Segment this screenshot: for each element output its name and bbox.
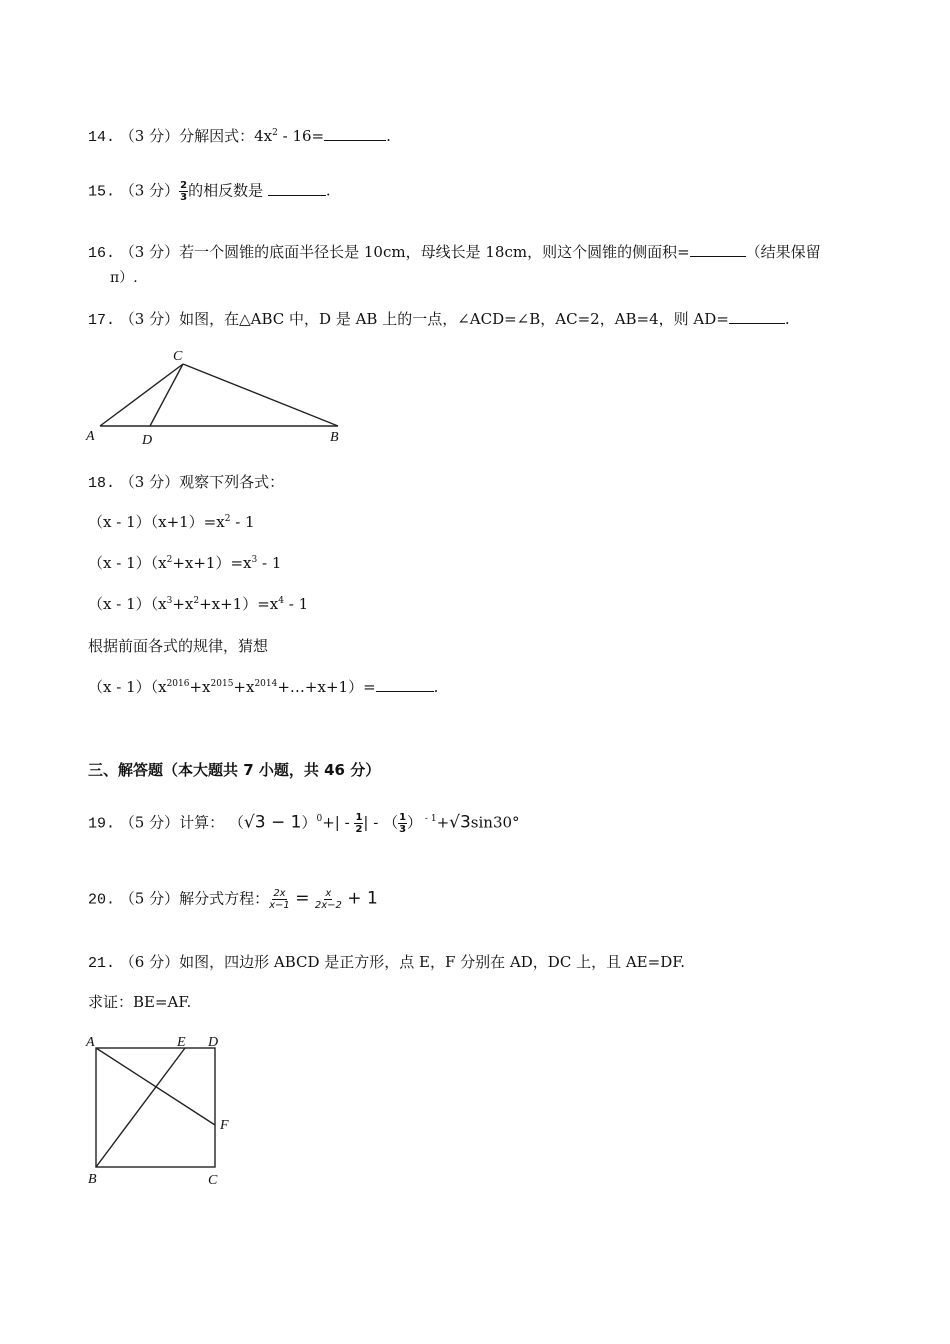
question-number: 15.	[88, 183, 116, 201]
question-18	[88, 472, 284, 494]
superscript: 2016	[166, 679, 190, 689]
superscript: 2	[166, 555, 173, 565]
operator: + 1	[341, 888, 378, 909]
question-score: （3 分）	[119, 181, 180, 200]
prove-statement: 求证：BE=AF.	[88, 993, 192, 1011]
question-number: 18.	[88, 475, 116, 492]
equation-text: +x	[233, 678, 255, 696]
label-b: B	[330, 430, 339, 445]
question-text: （结果保留	[745, 243, 821, 261]
fraction	[269, 888, 290, 911]
equation-text: +x	[172, 595, 194, 613]
question-number: 16.	[88, 245, 116, 262]
label-f: F	[220, 1118, 229, 1133]
question-text: 解分式方程：	[179, 889, 270, 908]
punctuation: .	[433, 678, 439, 696]
equation-text: +x+1）=x	[199, 595, 279, 613]
label-b: B	[88, 1172, 97, 1187]
triangle-abc-figure	[80, 342, 360, 450]
fraction	[315, 888, 342, 911]
fraction-denominator: 3	[399, 824, 407, 835]
paren: （	[228, 813, 244, 832]
superscript: 2014	[254, 679, 278, 689]
label-d: D	[142, 433, 153, 448]
question-14	[88, 126, 391, 148]
punctuation: .	[386, 127, 391, 145]
punctuation: .	[325, 181, 331, 200]
superscript: 3	[251, 555, 258, 565]
equation-text: +…+x+1）=	[277, 678, 376, 696]
question-score: （5 分）	[119, 889, 180, 908]
question-score: （3 分）	[119, 243, 180, 261]
equation-text: （x - 1）（x	[88, 554, 167, 572]
fraction-numerator: 2x	[273, 888, 286, 899]
question-text: 观察下列各式：	[179, 473, 285, 491]
equation-1	[88, 512, 255, 532]
answer-blank[interactable]	[729, 309, 785, 324]
paren: ）	[301, 813, 317, 832]
superscript: 2	[224, 514, 231, 524]
superscript: 0	[316, 814, 323, 824]
equation-text: - 1	[230, 513, 255, 531]
fraction-denominator: 2	[355, 824, 363, 835]
question-number: 21.	[88, 955, 116, 972]
segment-cd	[150, 364, 183, 426]
superscript: 3	[166, 596, 173, 606]
square-abcd	[96, 1048, 215, 1167]
question-number: 20.	[88, 891, 116, 909]
question-text: 如图，四边形 ABCD 是正方形，点 E，F 分别在 AD，DC 上，且 AE=DF.	[179, 953, 686, 971]
operator: | - （	[363, 813, 399, 832]
question-text: - 16=	[277, 127, 325, 145]
operator: +	[436, 813, 450, 832]
question-20	[88, 888, 378, 911]
square-abcd-figure	[80, 1030, 250, 1192]
sqrt-expression: √3	[449, 812, 471, 833]
question-15	[88, 180, 331, 203]
question-number: 19.	[88, 815, 116, 833]
question-text: 如图，在△ABC 中，D 是 AB 上的一点，∠ACD=∠B，AC=2，AB=4，则 AD=	[179, 310, 729, 328]
question-text: 计算：	[179, 813, 225, 832]
question-score: （3 分）	[119, 310, 180, 328]
fraction-numerator: 2	[180, 180, 188, 191]
label-a: A	[86, 429, 95, 444]
trig-expression: sin30°	[470, 813, 520, 832]
paren: ）	[407, 813, 423, 832]
answer-blank[interactable]	[690, 242, 746, 257]
superscript: 2	[193, 596, 200, 606]
question-text: 若一个圆锥的底面半径长是 10cm，母线长是 18cm，则这个圆锥的侧面积=	[179, 243, 690, 261]
guess-text: 根据前面各式的规律，猜想	[88, 637, 269, 655]
section-heading: 三、解答题（本大题共 7 小题，共 46 分）	[88, 761, 381, 779]
segment-be	[96, 1048, 185, 1167]
question-score: （6 分）	[119, 953, 180, 971]
equation-text: （x - 1）（x	[88, 595, 167, 613]
segment-cb	[183, 364, 338, 426]
equation-2	[88, 553, 281, 573]
fraction-denominator: 3	[180, 192, 188, 203]
fraction-denominator: x−1	[269, 900, 290, 911]
segment-af	[96, 1048, 215, 1125]
fraction-numerator: 1	[399, 812, 407, 823]
question-21	[88, 952, 685, 974]
equation-3	[88, 594, 308, 614]
equation-text: +x	[189, 678, 211, 696]
question-number: 14.	[88, 129, 116, 146]
label-d: D	[208, 1035, 219, 1050]
question-number: 17.	[88, 312, 116, 329]
fraction-numerator: 1	[355, 812, 363, 823]
question-16	[88, 242, 821, 264]
superscript: - 1	[422, 814, 437, 824]
sqrt-expression: √3 − 1	[243, 812, 302, 833]
label-e: E	[177, 1035, 186, 1050]
question-16-line2: π）.	[110, 270, 138, 286]
question-score: （5 分）	[119, 813, 180, 832]
question-score: （3 分）	[119, 127, 180, 145]
label-a: A	[86, 1035, 95, 1050]
punctuation: .	[784, 310, 790, 328]
segment-ac	[100, 364, 183, 426]
question-19	[88, 812, 520, 835]
equation-text: - 1	[283, 595, 309, 613]
operator: -	[339, 813, 355, 832]
question-17	[88, 309, 790, 331]
superscript: 2015	[210, 679, 234, 689]
answer-blank[interactable]	[268, 181, 326, 196]
answer-blank[interactable]	[376, 677, 434, 692]
answer-blank[interactable]	[324, 126, 386, 141]
fraction	[179, 180, 188, 203]
question-text: 的相反数是	[188, 181, 268, 200]
question-text: 分解因式：4x	[179, 127, 273, 145]
equation-text: （x - 1）（x	[88, 678, 167, 696]
superscript: 4	[278, 596, 284, 606]
question-score: （3 分）	[119, 473, 180, 491]
equation-text: （x - 1）（x+1）=x	[88, 513, 225, 531]
superscript: 2	[272, 128, 278, 138]
equation-4	[88, 677, 438, 697]
label-c: C	[173, 349, 183, 364]
fraction	[398, 812, 407, 835]
operator: +|	[322, 813, 340, 832]
fraction-denominator: 2x−2	[314, 900, 342, 911]
equation-text: +x+1）=x	[172, 554, 252, 572]
equation-text: - 1	[257, 554, 282, 572]
fraction-numerator: x	[325, 888, 332, 899]
label-c: C	[208, 1173, 218, 1188]
operator: =	[289, 888, 315, 909]
